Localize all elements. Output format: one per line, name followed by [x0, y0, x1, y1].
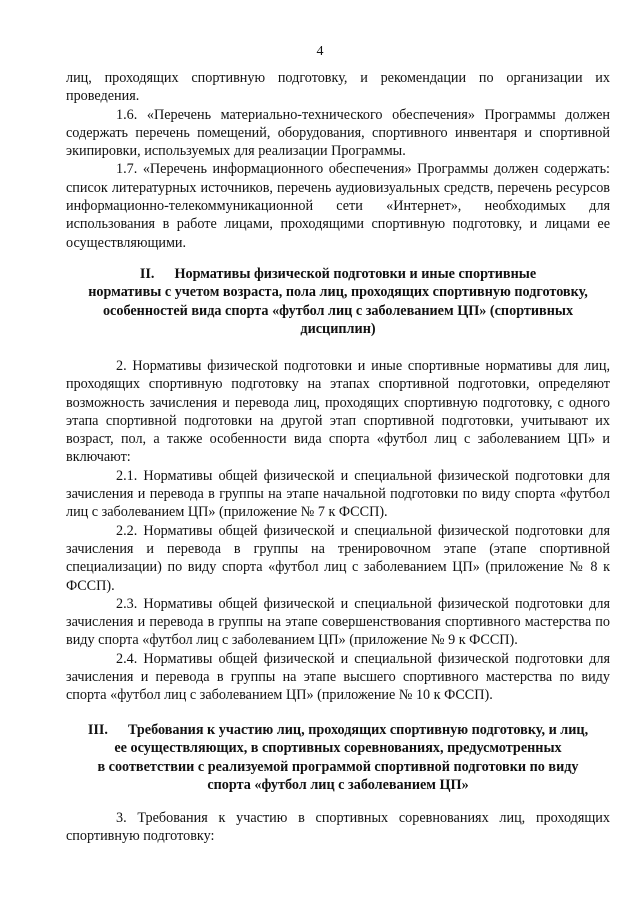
paragraph-block-3 — [66, 809, 610, 846]
heading-line: нормативы с учетом возраста, пола лиц, проходящих спортивную подготовку, — [88, 284, 588, 301]
page-number: 4 — [316, 44, 324, 59]
paragraph-2: 2. Нормативы физической подготовки и иные спортивные нормативы для лиц, проходящих спортивную подготовку на этапах спортивной подготовки, определяют возможность зачисления и перевода лиц, проходящих спортивную подготовку, с одного этапа спортивной подготовки на другой этап спортивной подготовки, учитывают их возраст, пол, а также особенности вида спорта «футбол лиц с заболеванием ЦП» и включают: — [66, 358, 610, 466]
paragraph-continuation: лиц, проходящих спортивную подготовку, и рекомендации по организации их проведения. — [66, 70, 610, 105]
paragraph-3: 3. Требования к участию в спортивных соревнованиях лиц, проходящих спортивную подготовку: — [66, 810, 610, 845]
paragraph-2-3: 2.3. Нормативы общей физической и специальной физической подготовки для зачисления и перевода в группы на этапе совершенствования спортивного мастерства по виду спорта «футбол лиц с заболеванием ЦП» (приложение № 9 к ФССП). — [66, 595, 610, 649]
paragraph-2-4: 2.4. Нормативы общей физической и специальной физической подготовки для зачисления и перевода в группы на этапе высшего спортивного мастерства по виду спорта «футбол лиц с заболеванием ЦП» (приложение № 10 к ФССП). — [66, 650, 610, 704]
paragraph-1-6: 1.6. «Перечень материально-технического обеспечения» Программы должен содержать перечень помещений, оборудования, спортивного инвентаря и спортивной экипировки, используемых для реализации Программы. — [66, 106, 610, 160]
section-heading-2 — [66, 265, 610, 338]
paragraph-block-2 — [66, 357, 610, 705]
heading-line: Требования к участию лиц, проходящих спортивную подготовку, и лиц, — [127, 722, 589, 738]
paragraph-2-1: 2.1. Нормативы общей физической и специальной физической подготовки для зачисления и перевода в группы на этапе начальной подготовки по виду спорта «футбол лиц с заболеванием ЦП» (приложение № 7 к ФССП). — [66, 467, 610, 521]
paragraph-1-7: 1.7. «Перечень информационного обеспечения» Программы должен содержать: список литературных источников, перечень аудиовизуальных средств, перечень ресурсов информационно-телекоммуникационной сети «Интернет», необходимых для использования в работе лицами, проходящими спортивную подготовку, и лицами ее осуществляющими. — [66, 161, 610, 251]
heading-line: особенностей вида спорта «футбол лиц с заболеванием ЦП» (спортивных — [102, 302, 574, 319]
heading-line: дисциплин) — [300, 320, 376, 337]
heading-line: Нормативы физической подготовки и иные спортивные — [174, 266, 537, 282]
section-number: III. — [87, 722, 108, 738]
heading-line: в соответствии с реализуемой программой спортивной подготовки по виду — [97, 758, 579, 775]
section-number: II. — [139, 266, 155, 282]
paragraph-2-2: 2.2. Нормативы общей физической и специальной физической подготовки для зачисления и перевода в группы на тренировочном этапе (этапе спортивной специализации) по виду спорта «футбол лиц с заболеванием ЦП» (приложение № 8 к ФССП). — [66, 522, 610, 594]
section-heading-3 — [66, 721, 610, 794]
paragraph-block-1 — [66, 69, 610, 252]
heading-line: ее осуществляющих, в спортивных соревнованиях, предусмотренных — [114, 740, 562, 757]
heading-line: спорта «футбол лиц с заболеванием ЦП» — [207, 776, 469, 793]
